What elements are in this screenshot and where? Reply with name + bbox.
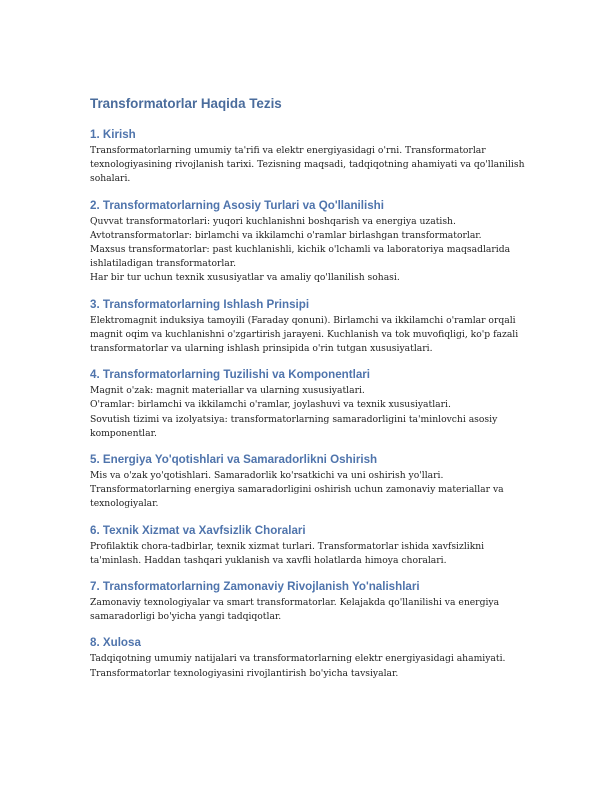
section-ishlash-prinsipi (90, 298, 530, 357)
body-line: Transformatorlarning umumiy ta'rifi va elektr energiyasidagi o'rni. Transformatorlar (90, 145, 486, 156)
body-line: Sovutish tizimi va izolyatsiya: transformatorlarning samaradorligini ta'minlovchi asosiy (90, 413, 498, 425)
section-heading: 8. Xulosa (90, 636, 141, 650)
document-page (90, 96, 530, 693)
section-heading: 6. Texnik Xizmat va Xavfsizlik Choralari (90, 523, 306, 537)
body-line: Profilaktik chora-tadbirlar, texnik xizmat turlari. Transformatorlar ishida xavfsizlikni (90, 540, 485, 552)
body-line: texnologiyalar. (90, 498, 159, 510)
section-xulosa (90, 636, 530, 680)
section-asosiy-turlari (90, 199, 530, 286)
document-title: Transformatorlar Haqida Tezis (90, 96, 282, 111)
section-energiya-yoqotishlari (90, 453, 530, 512)
section-body (90, 652, 530, 680)
section-body (90, 540, 530, 568)
body-line: Mis va o'zak yo'qotishlari. Samaradorlik ko'rsatkichi va uni oshirish yo'llari. (90, 470, 444, 482)
body-line: sohalari. (90, 173, 131, 185)
body-line: Maxsus transformatorlar: past kuchlanishli, kichik o'lchamli va laboratoriya maqsadlarida (90, 244, 511, 256)
body-line: Avtotransformatorlar: birlamchi va ikkilamchi o'ramlar birlashgan transformatorlar. (90, 229, 482, 241)
section-body (90, 469, 530, 512)
body-line: transformatorlar va ularning ishlash prinsipida o'rin tutgan xususiyatlari. (90, 343, 433, 355)
section-heading: 7. Transformatorlarning Zamonaviy Rivojlanish Yo'nalishlari (90, 580, 420, 594)
section-heading: 3. Transformatorlarning Ishlash Prinsipi (90, 297, 310, 311)
body-line: ta'minlash. Haddan tashqari yuklanish va xavfli holatlarda himoya choralari. (90, 554, 447, 566)
section-heading: 2. Transformatorlarning Asosiy Turlari va Qo'llanilishi (90, 198, 384, 212)
section-body (90, 144, 530, 187)
body-line: Transformatorlar texnologiyasini rivojlantirish bo'yicha tavsiyalar. (90, 667, 399, 679)
section-body (90, 314, 530, 357)
body-line: texnologiyasining rivojlanish tarixi. Tezisning maqsadi, tadqiqotning ahamiyati va qo'llanilish (90, 159, 525, 171)
section-heading: 5. Energiya Yo'qotishlari va Samaradorlikni Oshirish (90, 453, 378, 467)
section-kirish (90, 128, 530, 187)
section-body (90, 384, 530, 441)
body-line: samaradorligi bo'yicha yangi tadqiqotlar. (90, 611, 282, 623)
section-body (90, 596, 530, 624)
body-line: magnit oqim va kuchlanishni o'zgartirish jarayeni. Kuchlanish va tok muvofiqligi, ko'p fazali (90, 328, 519, 340)
section-tuzilishi (90, 368, 530, 441)
body-line: ishlatiladigan transformatorlar. (90, 258, 237, 270)
body-line: Elektromagnit induksiya tamoyili (Faraday qonuni). Birlamchi va ikkilamchi o'ramlar orqali (90, 314, 516, 326)
body-line: Tadqiqotning umumiy natijalari va transformatorlarning elektr energiyasidagi ahamiyati. (90, 653, 506, 665)
body-line: Transformatorlarning energiya samaradorligini oshirish uchun zamonaviy materiallar va (90, 484, 504, 496)
section-heading: 1. Kirish (90, 128, 136, 141)
section-zamonaviy-rivojlanish (90, 580, 530, 624)
section-body (90, 215, 530, 286)
body-line: O'ramlar: birlamchi va ikkilamchi o'ramlar, joylashuvi va texnik xususiyatlari. (90, 399, 451, 411)
body-line: Quvvat transformatorlari: yuqori kuchlanishni boshqarish va energiya uzatish. (90, 215, 456, 227)
section-heading: 4. Transformatorlarning Tuzilishi va Komponentlari (90, 368, 371, 382)
section-texnik-xizmat (90, 524, 530, 568)
body-line: komponentlar. (90, 427, 157, 439)
body-line: Zamonaviy texnologiyalar va smart transformatorlar. Kelajakda qo'llanilishi va energiya (90, 597, 500, 609)
body-line: Magnit o'zak: magnit materiallar va ularning xususiyatlari. (90, 385, 365, 397)
body-line: Har bir tur uchun texnik xususiyatlar va amaliy qo'llanilish sohasi. (90, 272, 400, 284)
